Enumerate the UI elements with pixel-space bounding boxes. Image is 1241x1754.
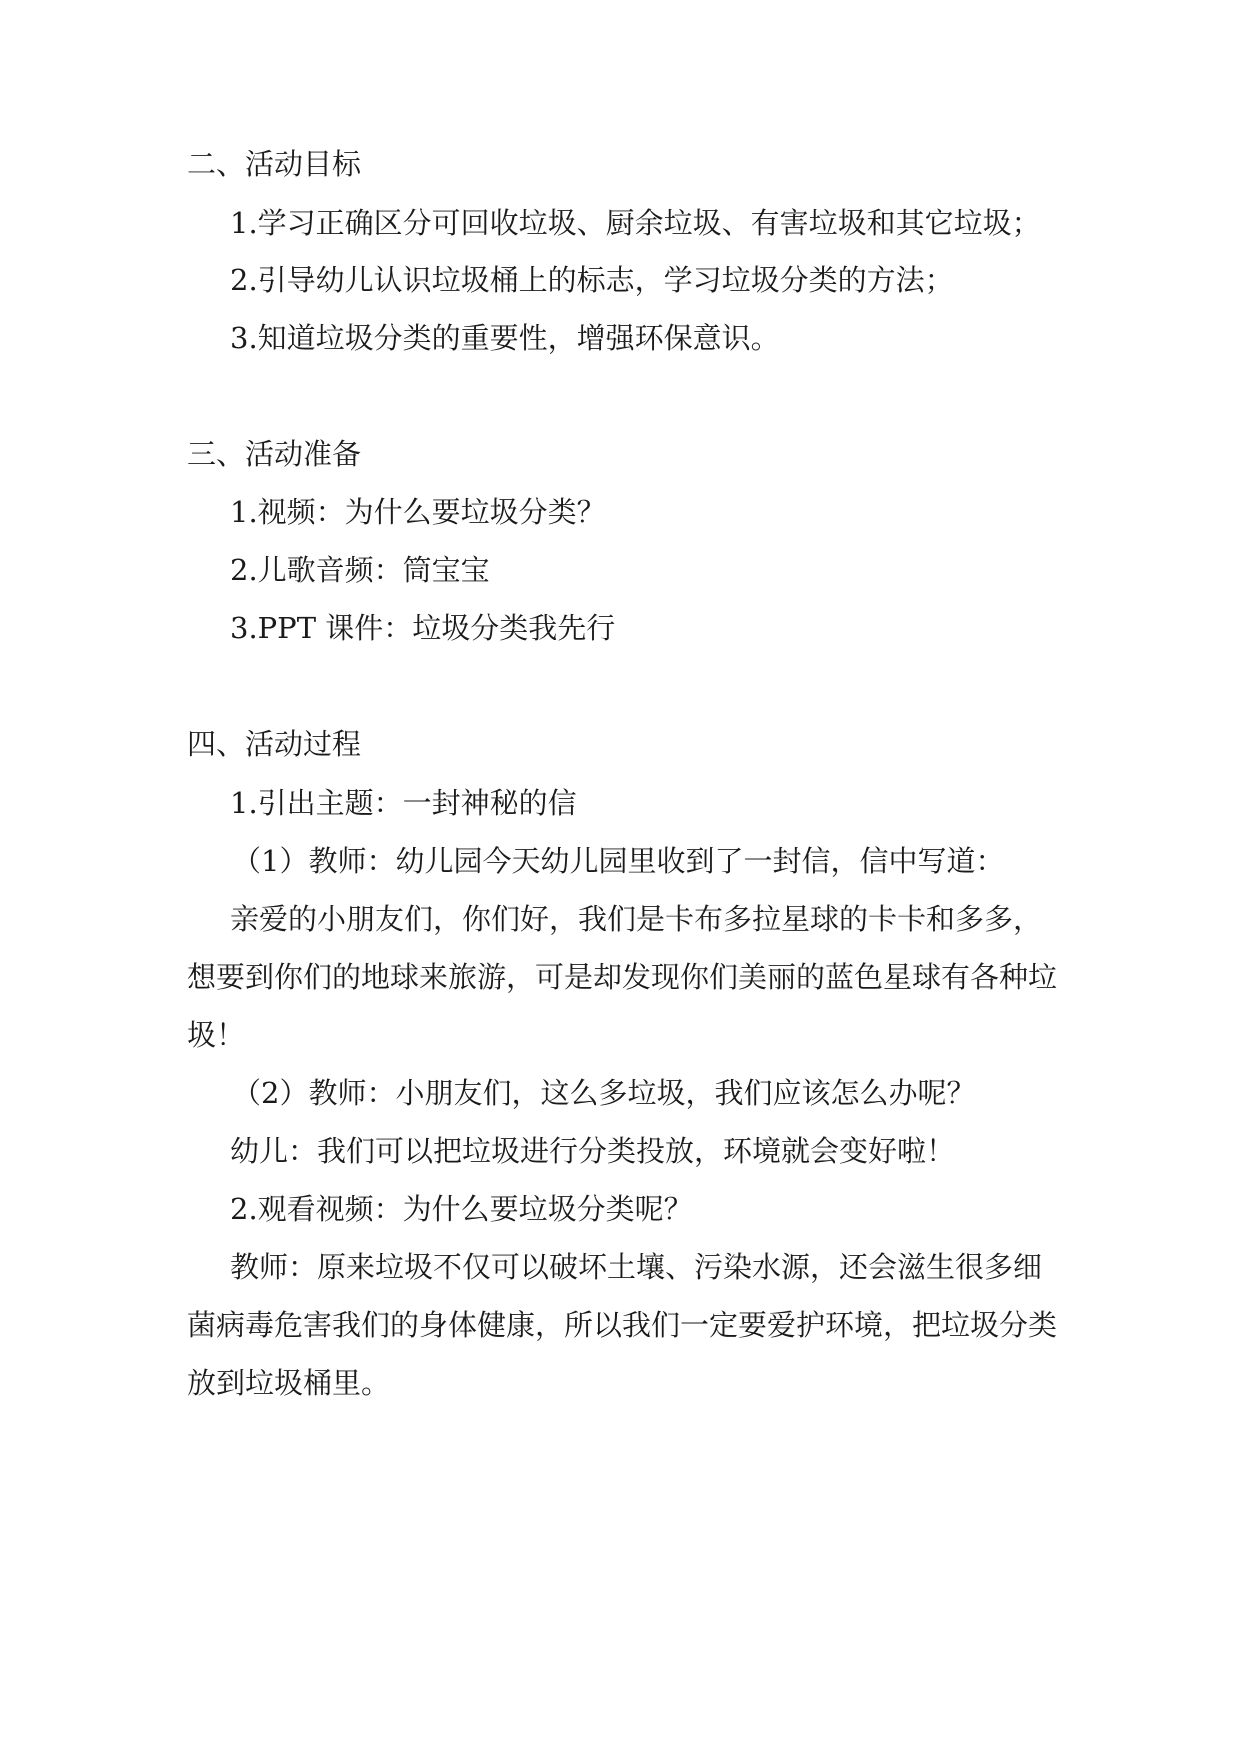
goal-item-1: 1.学习正确区分可回收垃圾、厨余垃圾、有害垃圾和其它垃圾； [230, 206, 1041, 240]
section-heading-goals: 二、活动目标 [187, 147, 362, 181]
preparation-item-3: 3.PPT 课件：垃圾分类我先行 [230, 611, 616, 645]
process-line-8: 2.观看视频：为什么要垃圾分类呢？ [230, 1192, 693, 1226]
goal-item-3: 3.知道垃圾分类的重要性，增强环保意识。 [230, 321, 780, 355]
process-line-6: （2）教师：小朋友们，这么多垃圾，我们应该怎么办呢？ [232, 1076, 976, 1110]
process-line-10: 菌病毒危害我们的身体健康，所以我们一定要爱护环境，把垃圾分类 [187, 1308, 1058, 1342]
preparation-item-1: 1.视频：为什么要垃圾分类？ [230, 495, 606, 529]
section-heading-process: 四、活动过程 [187, 727, 362, 761]
process-line-2: （1）教师：幼儿园今天幼儿园里收到了一封信，信中写道： [232, 844, 1005, 878]
process-line-1: 1.引出主题：一封神秘的信 [230, 786, 577, 820]
preparation-item-2: 2.儿歌音频：筒宝宝 [230, 553, 490, 587]
process-line-11: 放到垃圾桶里。 [187, 1366, 391, 1400]
process-line-9: 教师：原来垃圾不仅可以破坏土壤、污染水源，还会滋生很多细 [230, 1250, 1043, 1284]
process-line-3: 亲爱的小朋友们，你们好，我们是卡布多拉星球的卡卡和多多， [230, 902, 1043, 936]
goal-item-2: 2.引导幼儿认识垃圾桶上的标志，学习垃圾分类的方法； [230, 263, 954, 297]
process-line-7: 幼儿：我们可以把垃圾进行分类投放，环境就会变好啦！ [230, 1134, 956, 1168]
process-line-5: 圾！ [187, 1018, 246, 1052]
section-heading-preparation: 三、活动准备 [187, 437, 362, 471]
process-line-4: 想要到你们的地球来旅游，可是却发现你们美丽的蓝色星球有各种垃 [187, 960, 1058, 994]
